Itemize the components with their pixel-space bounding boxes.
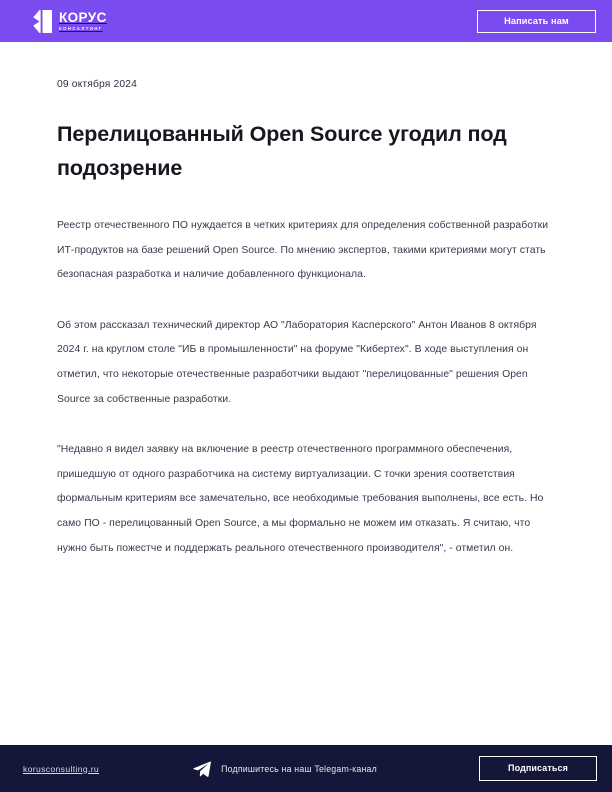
brand-logo-link[interactable] — [31, 10, 107, 33]
contact-us-button[interactable]: Написать нам — [477, 10, 596, 33]
brand-name: КОРУС — [59, 9, 107, 25]
telegram-paper-plane-icon[interactable] — [193, 761, 211, 777]
brand-text — [59, 11, 107, 32]
article-paragraph: "Недавно я видел заявку на включение в реестр отечественного программного обеспечения, пришедшую от одного разработчика на систему виртуализации. С точки зрения соответствия формальным критериям все замечательно, все необходимые требования выполнены, все есть. Но само ПО - перелицованный Open Source, а мы формально не можем им отказать. Я считаю, что нужно быть пожестче и поддержать реального отечественного производителя", - отметил он. — [57, 444, 544, 554]
korus-k-mark-icon — [31, 10, 52, 33]
site-header — [0, 0, 612, 42]
telegram-subscribe-text: Подпишитесь на наш Telegam-канал — [221, 763, 377, 774]
article-content — [0, 42, 612, 745]
page-title: Перелицованный Open Source угодил под подозрение — [57, 122, 507, 180]
article-paragraph: Об этом рассказал технический директор АО "Лаборатория Касперского" Антон Иванов 8 октября 2024 г. на круглом столе "ИБ в промышленности" на форуме "Кибертех". В ходе выступления он отметил, что некоторые отечественные разработчики выдают "перелицованные" решения Open Source за собственные разработки. — [57, 319, 537, 405]
article-date: 09 октября 2024 — [57, 79, 138, 90]
site-footer — [0, 745, 612, 792]
footer-site-link[interactable]: korusconsulting.ru — [23, 763, 100, 774]
article-paragraph: Реестр отечественного ПО нуждается в четких критериях для определения собственной разработки ИТ-продуктов на базе решений Open Source. По мнению экспертов, такими критериями могут стать безопасная разработка и наличие добавленного функционала. — [57, 220, 549, 281]
footer-telegram-block — [99, 761, 479, 777]
article-body — [57, 214, 556, 561]
brand-subtitle: КОНСАЛТИНГ — [59, 25, 103, 31]
subscribe-button[interactable]: Подписаться — [479, 756, 597, 781]
